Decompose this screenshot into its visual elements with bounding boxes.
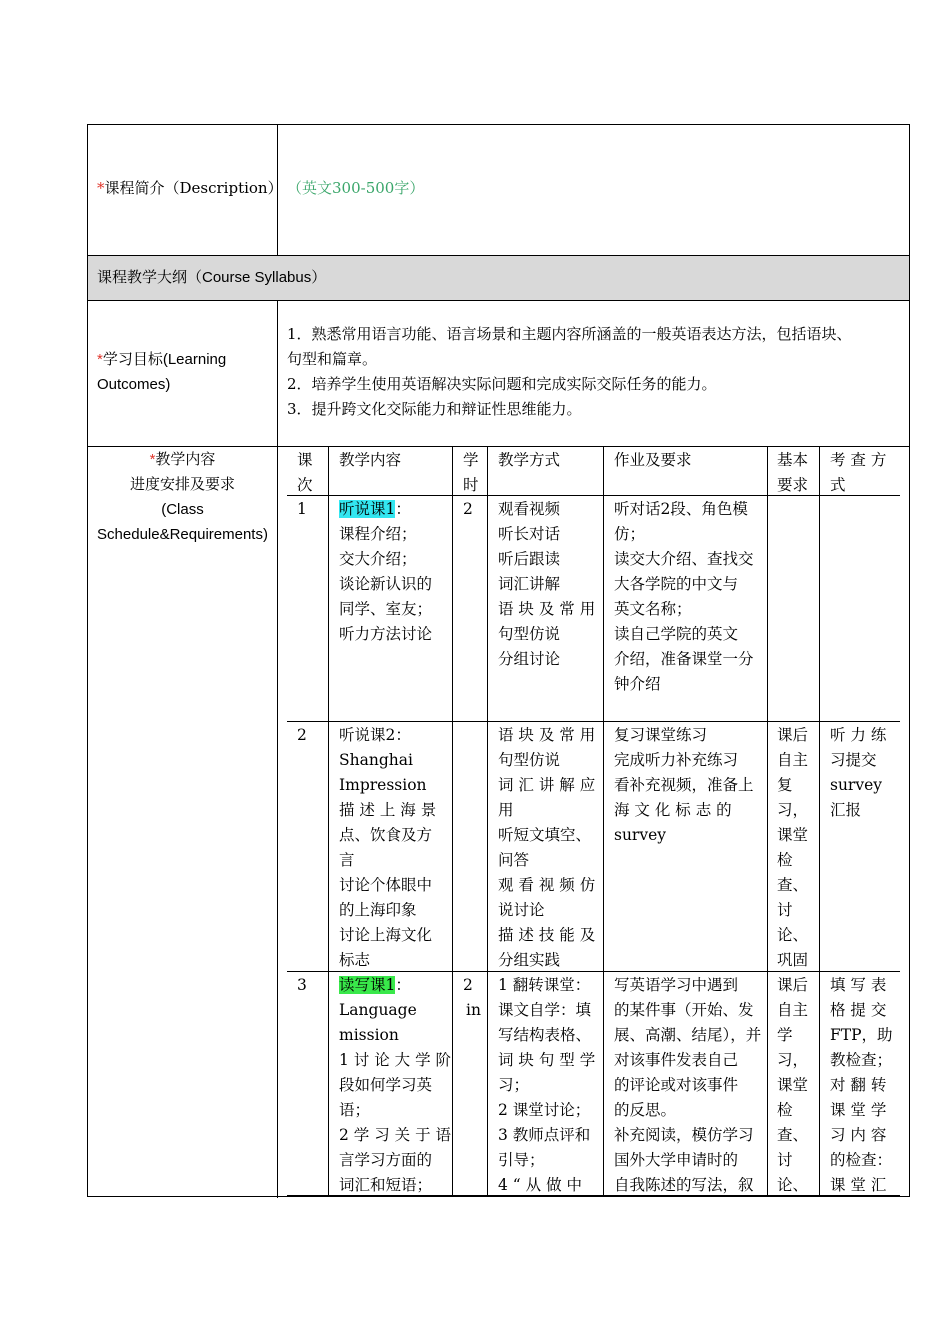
- cell-line: 习，: [777, 1051, 809, 1069]
- inner-top-border: [287, 446, 900, 447]
- cell-line: Impression: [339, 776, 427, 794]
- cell-line: 的反思。: [614, 1101, 677, 1119]
- cell-line: survey: [830, 776, 883, 794]
- cell-line: 论、: [777, 1176, 809, 1194]
- cell-line: 词 块 句 型 学: [498, 1051, 596, 1069]
- cell-line: 格 提 交: [830, 1001, 887, 1019]
- cell-line: Language in: [339, 1001, 481, 1019]
- cell-line: 课后: [777, 726, 809, 744]
- cell-line: 描 述 技 能 及: [498, 926, 596, 944]
- header-method: 教学方式: [498, 451, 561, 469]
- outcome-item: 2．培养学生使用英语解决实际问题和完成实际交际任务的能力。: [287, 375, 717, 393]
- cell-line: Shanghai: [339, 751, 413, 769]
- inner-col-divider: [328, 446, 329, 1196]
- cell-line: 查、: [777, 1126, 809, 1144]
- cell-line: 2 学 习 关 于 语: [339, 1126, 451, 1144]
- cell-line: 读交大介绍、查找交: [614, 550, 754, 568]
- cell-line: 检: [777, 1101, 793, 1119]
- cell-line: 说讨论: [498, 901, 545, 919]
- cell-basic: [777, 723, 813, 973]
- cell-line: 讨: [777, 1151, 793, 1169]
- cell-line: 习；: [498, 1076, 530, 1094]
- cell-line: 对该事件发表自己: [614, 1051, 739, 1069]
- outcome-item: 1．熟悉常用语言功能、语言场景和主题内容所涵盖的一般英语表达方法，包括语块、: [287, 325, 852, 343]
- cell-line: 听 力 练: [830, 726, 887, 744]
- cell-line: 段如何学习英: [339, 1076, 433, 1094]
- description-value: （英文300-500字）: [287, 179, 425, 197]
- cell-line: 复习课堂练习: [614, 726, 708, 744]
- cell-line: 讨论上海文化: [339, 926, 433, 944]
- cell-assess: [830, 723, 894, 823]
- inner-row-divider: [287, 721, 900, 722]
- cell-line: 分组讨论: [498, 650, 561, 668]
- cell-line: 听力方法讨论: [339, 625, 433, 643]
- cell-line: 习提交: [830, 751, 877, 769]
- cell-line: mission: [339, 1026, 399, 1044]
- outcome-item: 句型和篇章。: [287, 350, 378, 368]
- cell-line: 听短文填空、: [498, 826, 592, 844]
- cell-line: 课堂: [777, 1076, 809, 1094]
- outcome-item: 3．提升跨文化交际能力和辩证性思维能力。: [287, 400, 582, 418]
- cell-homework: [614, 973, 760, 1198]
- cell-line: 自主: [777, 1001, 809, 1019]
- cell-hours: 2: [463, 976, 473, 994]
- cell-line: 言: [339, 851, 355, 869]
- cell-line: 写英语学习中遇到: [614, 976, 739, 994]
- row-divider: [88, 300, 909, 301]
- cell-line: 观 看 视 频 仿: [498, 876, 596, 894]
- cell-line: 用: [498, 801, 514, 819]
- cell-line: 语 块 及 常 用: [498, 726, 596, 744]
- cell-line: 句型仿说: [498, 625, 561, 643]
- cell-line: 句型仿说: [498, 751, 561, 769]
- cell-line: survey: [614, 826, 667, 844]
- cell-line: 的上海印象: [339, 901, 417, 919]
- cell-line: 讨: [777, 901, 793, 919]
- cell-line: 的评论或对该事件: [614, 1076, 739, 1094]
- cell-line: 习 内 容: [830, 1126, 887, 1144]
- inner-col-divider: [487, 446, 488, 1196]
- cell-line: 补充阅读，模仿学习: [614, 1126, 754, 1144]
- inner-header-divider: [287, 495, 900, 496]
- cell-line: 写结构表格、: [498, 1026, 592, 1044]
- cell-line: 介绍，准备课堂一分: [614, 650, 754, 668]
- cell-line: 教检查；: [830, 1051, 893, 1069]
- cell-line: 的某件事（开始、发: [614, 1001, 754, 1019]
- cell-line: 的检查：: [830, 1151, 893, 1169]
- inner-col-divider: [767, 446, 768, 1196]
- cell-line: 课后: [777, 976, 809, 994]
- cell-line: 国外大学申请时的: [614, 1151, 739, 1169]
- header-hours: 学 时: [463, 451, 479, 494]
- cell-line: 课堂: [777, 826, 809, 844]
- cell-hours: 2: [463, 500, 473, 518]
- cell-line: 语 块 及 常 用: [498, 600, 596, 618]
- cell-line: 同学、室友；: [339, 600, 433, 618]
- cell-line: 英文名称；: [614, 600, 692, 618]
- cell-line: 描 述 上 海 景: [339, 801, 437, 819]
- cell-content: [339, 723, 447, 973]
- cell-line: 问答: [498, 851, 530, 869]
- cell-line: 巩固: [777, 951, 809, 969]
- cell-line: 课文自学：填: [498, 1001, 592, 1019]
- syllabus-header: 课程教学大纲（Course Syllabus）: [97, 269, 327, 286]
- cell-line: 看补充视频，准备上: [614, 776, 754, 794]
- description-label: *课程简介（Description）: [97, 179, 283, 197]
- cell-line: 汇报: [830, 801, 862, 819]
- cell-line: 4 “ 从 做 中: [498, 1176, 582, 1194]
- cell-line: 习，: [777, 801, 809, 819]
- cell-line: 听对话2段、角色模: [614, 500, 748, 518]
- cell-line: 词汇讲解: [498, 575, 561, 593]
- inner-col-divider: [819, 446, 820, 1196]
- cell-line: 完成听力补充练习: [614, 751, 739, 769]
- cell-line: 仿；: [614, 525, 646, 543]
- cell-line: 分组实践: [498, 951, 561, 969]
- cell-line: 对 翻 转: [830, 1076, 887, 1094]
- cell-content: 读写课1： Language in mission 1 讨 论 大 学 阶 段如何学习英 语； 2 学 习 关 于 语 言学习方面的 词汇和短语；: [339, 976, 481, 1194]
- schedule-table: [287, 446, 900, 1198]
- cell-homework: [614, 497, 760, 697]
- cell-line: 查、: [777, 876, 809, 894]
- cell-line: 1 翻转课堂：: [498, 976, 591, 994]
- cell-line: 标志: [339, 951, 371, 969]
- cell-line: 词汇和短语；: [339, 1176, 433, 1194]
- cell-line: 自主: [777, 751, 809, 769]
- cell-line: 复: [777, 776, 793, 794]
- cell-line: 观看视频: [498, 500, 561, 518]
- cell-line: 2 课堂讨论；: [498, 1101, 591, 1119]
- cell-line: 检: [777, 851, 793, 869]
- cell-line: 点、饮食及方: [339, 826, 433, 844]
- cell-line: 课程介绍；: [339, 525, 417, 543]
- cell-line: FTP，助: [830, 1026, 893, 1044]
- cell-content: 听说课1： 课程介绍； 交大介绍； 谈论新认识的 同学、室友； 听力方法讨论: [339, 500, 433, 643]
- header-basic: 基本 要求: [777, 451, 809, 494]
- cell-line: 交大介绍；: [339, 550, 417, 568]
- cell-line: 语；: [339, 1101, 371, 1119]
- cell-line: 钟介绍: [614, 675, 661, 693]
- header-content: 教学内容: [339, 451, 402, 469]
- cell-no: 1: [297, 500, 307, 518]
- cell-basic: [777, 973, 813, 1198]
- outcomes-label: *学习目标(Learning Outcomes): [97, 351, 227, 393]
- syllabus-table: [87, 124, 910, 1197]
- cell-method: [498, 973, 596, 1198]
- cell-assess: [830, 973, 894, 1198]
- highlighted-lesson-title: 听说课1: [339, 500, 396, 518]
- schedule-label: *教学内容 进度安排及要求 (Class Schedule&Requirements): [97, 450, 268, 543]
- cell-line: 读自己学院的英文: [614, 625, 739, 643]
- cell-line: 大各学院的中文与: [614, 575, 739, 593]
- cell-method: [498, 497, 596, 672]
- cell-line: 自我陈述的写法，叙: [614, 1176, 754, 1194]
- cell-line: 谈论新认识的: [339, 575, 433, 593]
- cell-line: 课 堂 学: [830, 1101, 887, 1119]
- header-homework: 作业及要求: [614, 451, 692, 469]
- cell-homework: [614, 723, 760, 848]
- cell-line: 讨论个体眼中: [339, 876, 433, 894]
- cell-line: 词 汇 讲 解 应: [498, 776, 596, 794]
- highlighted-lesson-title: 读写课1: [339, 976, 396, 994]
- cell-line: 展、高潮、结尾），并: [614, 1026, 762, 1044]
- cell-line: 1 讨 论 大 学 阶: [339, 1051, 451, 1069]
- cell-no: 2: [297, 726, 307, 744]
- cell-line: 言学习方面的: [339, 1151, 433, 1169]
- cell-line: 3 教师点评和: [498, 1126, 591, 1144]
- cell-line: 听后跟读: [498, 550, 561, 568]
- cell-method: [498, 723, 596, 973]
- cell-line: 课 堂 汇: [830, 1176, 887, 1194]
- cell-line: 学: [777, 1026, 793, 1044]
- inner-col-divider: [452, 446, 453, 1196]
- header-lesson: 课 次: [297, 451, 313, 494]
- cell-line: 海 文 化 标 志 的: [614, 801, 732, 819]
- cell-line: 论、: [777, 926, 809, 944]
- cell-line: 引导；: [498, 1151, 545, 1169]
- cell-line: 填 写 表: [830, 976, 887, 994]
- col-divider: [277, 446, 278, 1198]
- cell-line: 听长对话: [498, 525, 561, 543]
- cell-no: 3: [297, 976, 307, 994]
- header-assess: 考 查 方 式: [830, 451, 887, 494]
- cell-line: 听说课2：: [339, 726, 411, 744]
- inner-col-divider: [603, 446, 604, 1196]
- col-divider: [277, 300, 278, 446]
